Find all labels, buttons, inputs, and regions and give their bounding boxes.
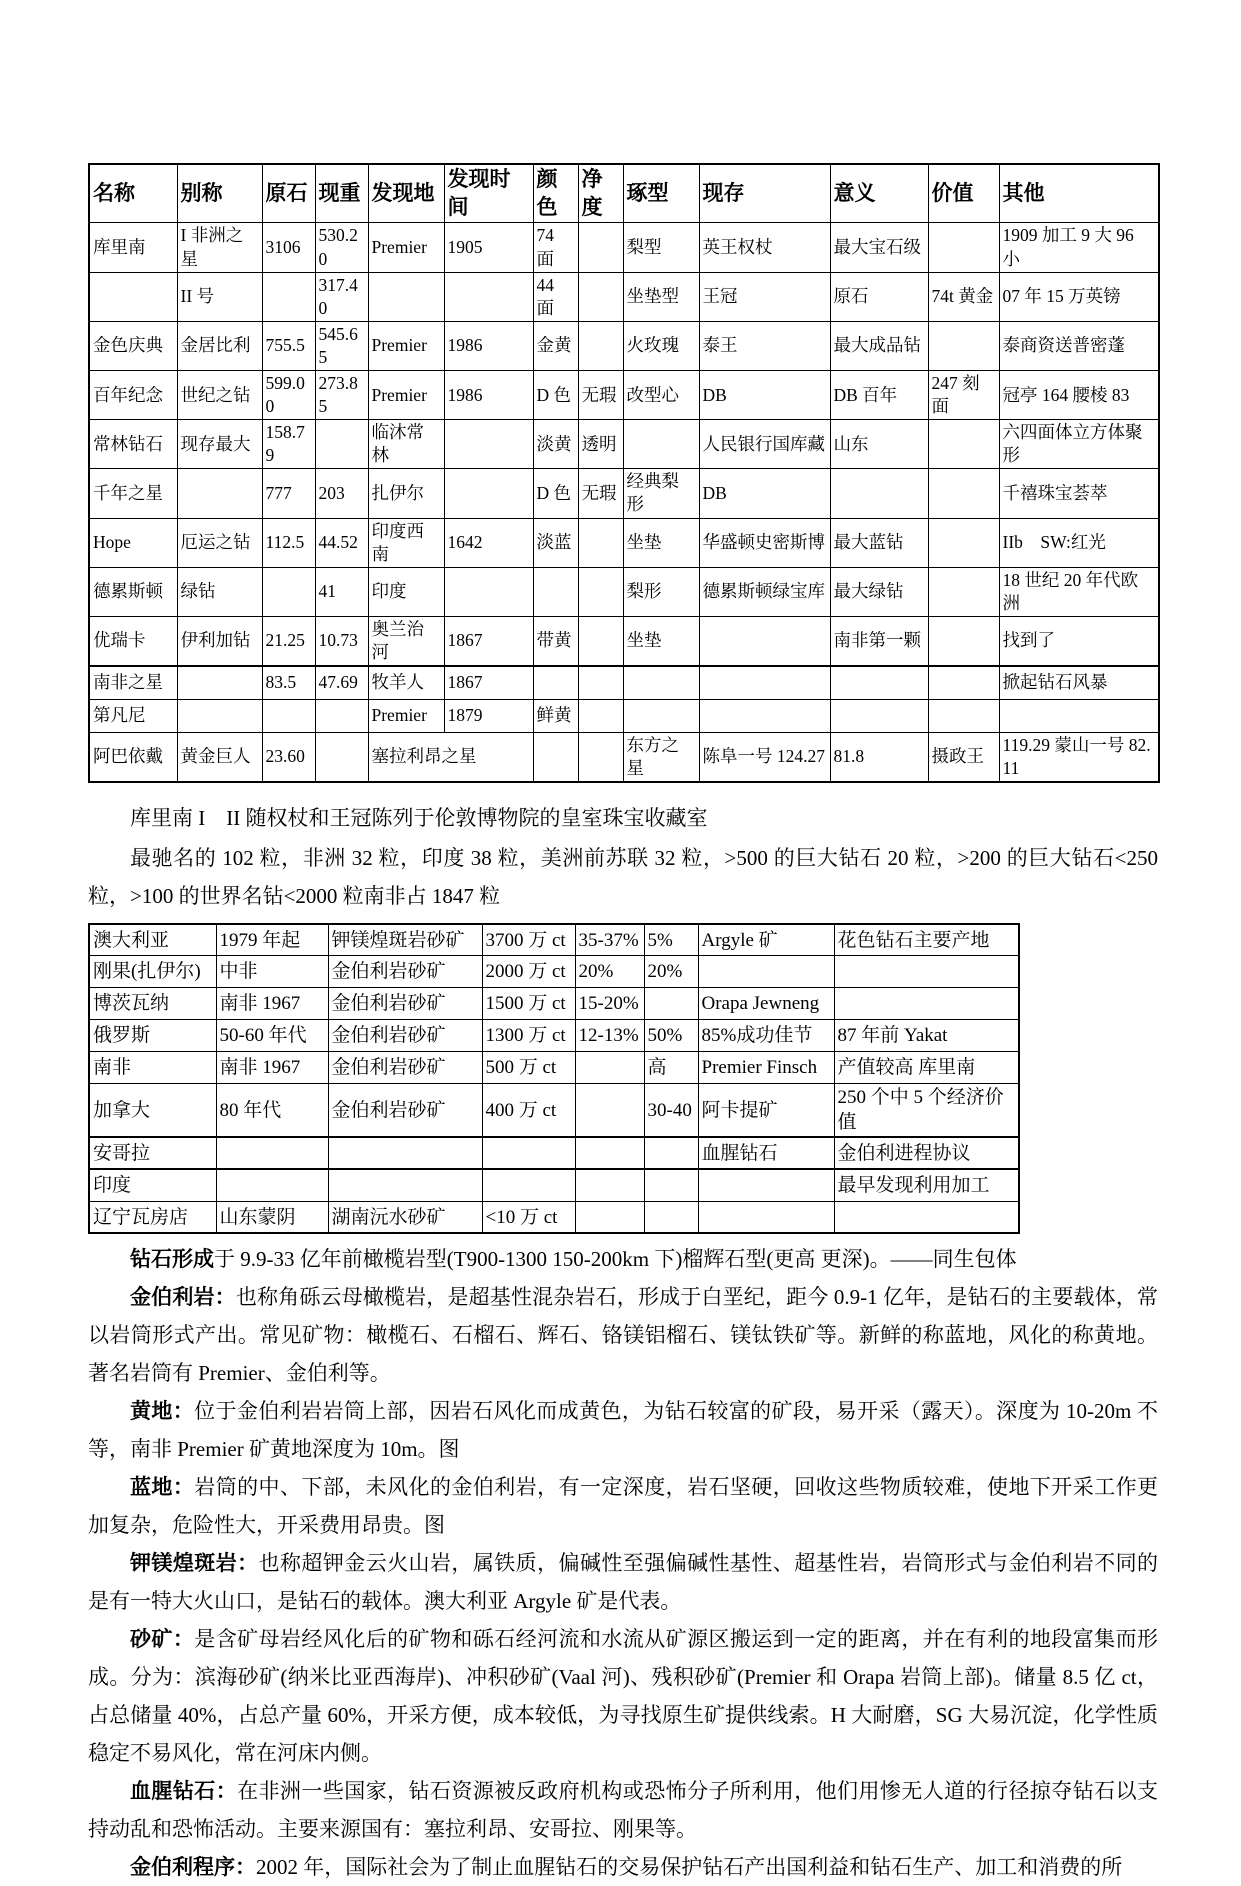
table-cell xyxy=(328,1137,482,1169)
table-cell: 1879 xyxy=(444,699,533,732)
table-cell: 找到了 xyxy=(999,616,1159,666)
table-cell: 最早发现利用加工 xyxy=(834,1169,1019,1201)
table-cell: 250 个中 5 个经济价值 xyxy=(834,1084,1019,1138)
table-header-row xyxy=(89,164,1159,223)
table-cell xyxy=(578,732,623,782)
table-cell: 产值较高 库里南 xyxy=(834,1052,1019,1084)
table-cell: 坐垫型 xyxy=(623,272,699,321)
table-cell: 317.40 xyxy=(315,272,368,321)
table-cell xyxy=(444,567,533,616)
table-cell: 21.25 xyxy=(262,616,315,666)
table-cell: 500 万 ct xyxy=(482,1052,575,1084)
table-cell: 世纪之钻 xyxy=(177,371,262,420)
table-cell: 加拿大 xyxy=(89,1084,216,1138)
column-header: 其他 xyxy=(999,164,1159,223)
table-cell xyxy=(928,616,999,666)
table-cell: 东方之星 xyxy=(623,732,699,782)
table-cell: 247 刻面 xyxy=(928,371,999,420)
table-cell: DB xyxy=(699,469,830,518)
table-cell: 淡黄 xyxy=(533,420,578,469)
table-cell xyxy=(444,272,533,321)
definition-paragraph xyxy=(88,1848,1158,1886)
table-cell xyxy=(644,988,698,1020)
table-cell: 50% xyxy=(644,1020,698,1052)
table-cell: 50-60 年代 xyxy=(216,1020,328,1052)
table-cell xyxy=(575,1084,644,1138)
term-definition: 是含矿母岩经风化后的矿物和砾石经河流和水流从矿源区搬运到一定的距离，并在有利的地段富集而形成。分为：滨海砂矿(纳米比亚西海岸)、冲积砂矿(Vaal 河)、残积砂矿(Premier 和 Orapa 岩筒上部)。储量 8.5 亿 ct，占总储量 40%，占总产量 60%，开采方便，成本较低，为寻找原生矿提供线索。H 大耐磨，SG 大易沉淀，化学性质稳定不易风化，常在河床内侧。 xyxy=(88,1627,1159,1766)
table-cell: 18 世纪 20 年代欧洲 xyxy=(999,567,1159,616)
term-definition: 于 9.9-33 亿年前橄榄岩型(T900-1300 150-200km 下)榴辉石型(更高 更深)。——同生包体 xyxy=(214,1247,1017,1272)
table-cell: Premier xyxy=(368,371,444,420)
table-cell: 最大蓝钻 xyxy=(830,518,928,567)
table-cell xyxy=(928,420,999,469)
table-cell xyxy=(578,518,623,567)
table-cell: 常林钻石 xyxy=(89,420,177,469)
table-cell xyxy=(830,699,928,732)
definition-paragraph xyxy=(88,1772,1158,1848)
table-cell: 203 xyxy=(315,469,368,518)
table-cell: 87 年前 Yakat xyxy=(834,1020,1019,1052)
term-label: 钾镁煌斑岩： xyxy=(130,1551,259,1576)
table-cell: DB xyxy=(699,371,830,420)
table-cell: 俄罗斯 xyxy=(89,1020,216,1052)
table-cell xyxy=(698,956,834,988)
table-cell: 755.5 xyxy=(262,321,315,370)
table-cell xyxy=(575,1201,644,1233)
table-cell: 35-37% xyxy=(575,924,644,956)
table-cell xyxy=(444,469,533,518)
table-cell: 坐垫 xyxy=(623,616,699,666)
table-cell: 改型心 xyxy=(623,371,699,420)
table-cell xyxy=(928,223,999,272)
famous-diamonds-table xyxy=(88,163,1160,783)
table-cell: 2000 万 ct xyxy=(482,956,575,988)
table-cell xyxy=(834,988,1019,1020)
table-cell: 临沐常林 xyxy=(368,420,444,469)
table-cell: 原石 xyxy=(830,272,928,321)
table-cell: 12-13% xyxy=(575,1020,644,1052)
table-cell: 摄政王 xyxy=(928,732,999,782)
table-cell: 273.85 xyxy=(315,371,368,420)
table-cell: 15-20% xyxy=(575,988,644,1020)
column-header: 发现时间 xyxy=(444,164,533,223)
table-cell xyxy=(928,321,999,370)
column-header: 现重 xyxy=(315,164,368,223)
table-cell: 陈阜一号 124.27 xyxy=(699,732,830,782)
table-cell: 刚果(扎伊尔) xyxy=(89,956,216,988)
table-cell: 47.69 xyxy=(315,666,368,699)
table-cell xyxy=(578,699,623,732)
table-cell xyxy=(578,223,623,272)
term-label: 金伯利程序： xyxy=(130,1855,256,1880)
table-row xyxy=(89,1201,1019,1233)
term-definition: 2002 年，国际社会为了制止血腥钻石的交易保护钻石产出国利益和钻石生产、加工和消费的所 xyxy=(256,1855,1123,1880)
table-cell xyxy=(177,469,262,518)
table-cell: 81.8 xyxy=(830,732,928,782)
table-cell: 金色庆典 xyxy=(89,321,177,370)
table-cell: 44 面 xyxy=(533,272,578,321)
table-cell: 400 万 ct xyxy=(482,1084,575,1138)
table-cell xyxy=(262,272,315,321)
table-cell xyxy=(575,1137,644,1169)
table-cell: 545.65 xyxy=(315,321,368,370)
table-cell: 南非 xyxy=(89,1052,216,1084)
table-cell: 冠亭 164 腰棱 83 xyxy=(999,371,1159,420)
table-cell: 人民银行国库藏 xyxy=(699,420,830,469)
table-cell: 158.79 xyxy=(262,420,315,469)
table-cell: 44.52 xyxy=(315,518,368,567)
table-cell: DB 百年 xyxy=(830,371,928,420)
table-cell: 六四面体立方体聚形 xyxy=(999,420,1159,469)
table-cell: Premier Finsch xyxy=(698,1052,834,1084)
table-cell: 07 年 15 万英镑 xyxy=(999,272,1159,321)
table-cell xyxy=(834,956,1019,988)
table-row xyxy=(89,518,1159,567)
table-cell: 119.29 蒙山一号 82.11 xyxy=(999,732,1159,782)
table-cell: Orapa Jewneng xyxy=(698,988,834,1020)
table-cell: 金居比利 xyxy=(177,321,262,370)
table-cell xyxy=(578,666,623,699)
column-header: 净度 xyxy=(578,164,623,223)
table-cell: 火玫瑰 xyxy=(623,321,699,370)
table-cell: 安哥拉 xyxy=(89,1137,216,1169)
table-cell: 透明 xyxy=(578,420,623,469)
table-cell: 黄金巨人 xyxy=(177,732,262,782)
table-cell: 20% xyxy=(644,956,698,988)
table-cell xyxy=(482,1169,575,1201)
table-cell xyxy=(699,666,830,699)
table-cell: II 号 xyxy=(177,272,262,321)
table-row xyxy=(89,469,1159,518)
table-row xyxy=(89,732,1159,782)
column-header: 发现地 xyxy=(368,164,444,223)
table-cell: 现存最大 xyxy=(177,420,262,469)
table-cell xyxy=(830,469,928,518)
table-cell: 牧羊人 xyxy=(368,666,444,699)
column-header: 琢型 xyxy=(623,164,699,223)
table-cell: 花色钻石主要产地 xyxy=(834,924,1019,956)
table-cell: Argyle 矿 xyxy=(698,924,834,956)
table-cell xyxy=(444,420,533,469)
production-table xyxy=(88,923,1020,1235)
table-cell xyxy=(216,1137,328,1169)
table-cell xyxy=(262,567,315,616)
definition-paragraph xyxy=(88,1544,1158,1620)
table-cell: 塞拉利昂之星 xyxy=(368,732,533,782)
table-cell: 坐垫 xyxy=(623,518,699,567)
table-cell: D 色 xyxy=(533,371,578,420)
table-cell: 530.20 xyxy=(315,223,368,272)
table-cell xyxy=(315,699,368,732)
table-cell xyxy=(834,1201,1019,1233)
table-cell: 金伯利岩砂矿 xyxy=(328,956,482,988)
table-row xyxy=(89,1169,1019,1201)
table-cell: 74 面 xyxy=(533,223,578,272)
table-cell: 德累斯顿绿宝库 xyxy=(699,567,830,616)
table-cell xyxy=(698,1201,834,1233)
table-cell xyxy=(623,666,699,699)
table-row xyxy=(89,666,1159,699)
note-line: 库里南 I II 随权杖和王冠陈列于伦敦博物院的皇室珠宝收藏室 xyxy=(130,805,708,830)
table-cell: 澳大利亚 xyxy=(89,924,216,956)
table-cell xyxy=(644,1201,698,1233)
column-header: 现存 xyxy=(699,164,830,223)
term-definition: 也称超钾金云火山岩，属铁质，偏碱性至强偏碱性基性、超基性岩，岩筒形式与金伯利岩不同的是有一特大火山口，是钻石的载体。澳大利亚 Argyle 矿是代表。 xyxy=(88,1551,1159,1614)
table-cell: 钾镁煌斑岩砂矿 xyxy=(328,924,482,956)
table-cell xyxy=(575,1052,644,1084)
table-cell: 辽宁瓦房店 xyxy=(89,1201,216,1233)
table-cell: 南非 1967 xyxy=(216,988,328,1020)
term-label: 钻石形成 xyxy=(130,1247,214,1272)
table-cell: 阿巴依戴 xyxy=(89,732,177,782)
table-cell: 最大宝石级 xyxy=(830,223,928,272)
table-cell: 80 年代 xyxy=(216,1084,328,1138)
table-cell xyxy=(216,1169,328,1201)
table-cell: <10 万 ct xyxy=(482,1201,575,1233)
table-cell: 淡蓝 xyxy=(533,518,578,567)
term-definition: 在非洲一些国家，钻石资源被反政府机构或恐怖分子所利用，他们用惨无人道的行径掠夺钻石以支持动乱和恐怖活动。主要来源国有：塞拉利昂、安哥拉、刚果等。 xyxy=(88,1779,1159,1842)
table-cell xyxy=(315,420,368,469)
table-cell xyxy=(578,567,623,616)
table-cell: 绿钻 xyxy=(177,567,262,616)
table-cell: 3106 xyxy=(262,223,315,272)
table-cell: 山东蒙阴 xyxy=(216,1201,328,1233)
table-cell xyxy=(177,666,262,699)
table-cell: 83.5 xyxy=(262,666,315,699)
column-header: 颜色 xyxy=(533,164,578,223)
table-cell: 1986 xyxy=(444,371,533,420)
table-cell: 带黄 xyxy=(533,616,578,666)
table-cell: 华盛顿史密斯博 xyxy=(699,518,830,567)
table-cell: 金伯利进程协议 xyxy=(834,1137,1019,1169)
table-cell: 南非 1967 xyxy=(216,1052,328,1084)
table-cell xyxy=(578,616,623,666)
term-definition: 也称角砾云母橄榄岩，是超基性混杂岩石，形成于白垩纪，距今 0.9-1 亿年，是钻石的主要载体，常以岩筒形式产出。常见矿物：橄榄石、石榴石、辉石、铬镁铝榴石、镁钛铁矿等。新鲜的称蓝地，风化的称黄地。著名岩筒有 Premier、金伯利等。 xyxy=(88,1285,1158,1386)
table-cell: 3700 万 ct xyxy=(482,924,575,956)
column-header: 别称 xyxy=(177,164,262,223)
definition-paragraph xyxy=(88,1278,1158,1392)
table-cell: 1500 万 ct xyxy=(482,988,575,1020)
table-cell: Premier xyxy=(368,699,444,732)
table-cell xyxy=(315,732,368,782)
table-cell xyxy=(578,321,623,370)
table-row xyxy=(89,371,1159,420)
table-cell: 梨型 xyxy=(623,223,699,272)
table-cell: 最大绿钻 xyxy=(830,567,928,616)
table-row xyxy=(89,699,1159,732)
table-row xyxy=(89,1084,1019,1138)
table-cell xyxy=(177,699,262,732)
table-cell: 德累斯顿 xyxy=(89,567,177,616)
table-row xyxy=(89,272,1159,321)
table-cell xyxy=(928,567,999,616)
table-cell: 经典梨形 xyxy=(623,469,699,518)
table-row xyxy=(89,616,1159,666)
table-cell: 厄运之钻 xyxy=(177,518,262,567)
table-cell: D 色 xyxy=(533,469,578,518)
table-cell: 印度 xyxy=(368,567,444,616)
table-cell: 最大成品钻 xyxy=(830,321,928,370)
table-cell: 599.00 xyxy=(262,371,315,420)
table-cell xyxy=(699,699,830,732)
table-cell: 1905 xyxy=(444,223,533,272)
table-cell: 英王权杖 xyxy=(699,223,830,272)
table-cell: Hope xyxy=(89,518,177,567)
definition-paragraph xyxy=(88,1392,1158,1468)
table-cell: 千禧珠宝荟萃 xyxy=(999,469,1159,518)
definitions-section xyxy=(88,1240,1158,1886)
table-cell: 高 xyxy=(644,1052,698,1084)
table-row xyxy=(89,956,1019,988)
table-cell: 千年之星 xyxy=(89,469,177,518)
table-cell: 南非之星 xyxy=(89,666,177,699)
table-cell xyxy=(928,518,999,567)
column-header: 名称 xyxy=(89,164,177,223)
table-row xyxy=(89,1052,1019,1084)
table-cell: 奥兰治河 xyxy=(368,616,444,666)
table-cell: 博茨瓦纳 xyxy=(89,988,216,1020)
table-cell xyxy=(578,272,623,321)
table-cell: 无瑕 xyxy=(578,469,623,518)
table-cell: 印度 xyxy=(89,1169,216,1201)
table-cell: 梨形 xyxy=(623,567,699,616)
table-cell: 74t 黄金 xyxy=(928,272,999,321)
table-cell xyxy=(928,666,999,699)
table-cell xyxy=(482,1137,575,1169)
table-cell: 20% xyxy=(575,956,644,988)
table-cell xyxy=(533,567,578,616)
table-cell xyxy=(644,1137,698,1169)
definition-paragraph xyxy=(88,1468,1158,1544)
table-row xyxy=(89,924,1019,956)
table-cell: 10.73 xyxy=(315,616,368,666)
table-cell: 30-40 xyxy=(644,1084,698,1138)
column-header: 价值 xyxy=(928,164,999,223)
table-cell: 伊利加钻 xyxy=(177,616,262,666)
definition-paragraph xyxy=(88,1620,1158,1772)
notes-section xyxy=(88,799,1158,915)
table-cell: 1979 年起 xyxy=(216,924,328,956)
table-cell: Premier xyxy=(368,223,444,272)
column-header: 意义 xyxy=(830,164,928,223)
term-label: 黄地： xyxy=(130,1399,195,1424)
table-cell xyxy=(698,1169,834,1201)
table-cell: 库里南 xyxy=(89,223,177,272)
table-cell: 1909 加工 9 大 96 小 xyxy=(999,223,1159,272)
table-row xyxy=(89,567,1159,616)
table-cell: 扎伊尔 xyxy=(368,469,444,518)
table-row xyxy=(89,321,1159,370)
table-cell xyxy=(830,666,928,699)
table-cell xyxy=(575,1169,644,1201)
table-cell xyxy=(328,1169,482,1201)
table-cell: 1300 万 ct xyxy=(482,1020,575,1052)
table-row xyxy=(89,1137,1019,1169)
table-cell: 优瑞卡 xyxy=(89,616,177,666)
note-line: 最驰名的 102 粒，非洲 32 粒，印度 38 粒，美洲前苏联 32 粒，>500 的巨大钻石 20 粒，>200 的巨大钻石<250 粒，>100 的世界名钻<2000 粒南非占 1847 粒 xyxy=(88,845,1158,908)
table-cell: 5% xyxy=(644,924,698,956)
table-cell: 南非第一颗 xyxy=(830,616,928,666)
table-cell: 中非 xyxy=(216,956,328,988)
term-label: 血腥钻石： xyxy=(130,1779,238,1804)
term-label: 金伯利岩： xyxy=(130,1285,236,1310)
table-row xyxy=(89,223,1159,272)
table-cell xyxy=(623,420,699,469)
table-cell xyxy=(533,666,578,699)
table-cell: 85%成功佳节 xyxy=(698,1020,834,1052)
table-row xyxy=(89,988,1019,1020)
table-cell: 印度西南 xyxy=(368,518,444,567)
table-cell: 金伯利岩砂矿 xyxy=(328,1020,482,1052)
table-cell: Premier xyxy=(368,321,444,370)
definition-paragraph xyxy=(88,1240,1158,1278)
term-label: 砂矿： xyxy=(130,1627,195,1652)
table-cell: 23.60 xyxy=(262,732,315,782)
table-cell xyxy=(368,272,444,321)
table-cell: 血腥钻石 xyxy=(698,1137,834,1169)
table-cell xyxy=(999,699,1159,732)
table-cell: 鲜黄 xyxy=(533,699,578,732)
table-cell xyxy=(928,469,999,518)
table-cell: 金黄 xyxy=(533,321,578,370)
table-cell: 第凡尼 xyxy=(89,699,177,732)
table-cell: I 非洲之星 xyxy=(177,223,262,272)
table-cell xyxy=(623,699,699,732)
table-cell: 1867 xyxy=(444,666,533,699)
table-cell: 阿卡提矿 xyxy=(698,1084,834,1138)
table-cell xyxy=(533,732,578,782)
table-row xyxy=(89,1020,1019,1052)
table-cell: 1642 xyxy=(444,518,533,567)
table-cell: 无瑕 xyxy=(578,371,623,420)
table-cell: 金伯利岩砂矿 xyxy=(328,1084,482,1138)
table-cell xyxy=(644,1169,698,1201)
table-cell: 泰王 xyxy=(699,321,830,370)
table-cell xyxy=(262,699,315,732)
table-cell xyxy=(89,272,177,321)
table-row xyxy=(89,420,1159,469)
table-cell: 1986 xyxy=(444,321,533,370)
table-cell: 41 xyxy=(315,567,368,616)
table-cell: 掀起钻石风暴 xyxy=(999,666,1159,699)
table-cell: 山东 xyxy=(830,420,928,469)
table-cell xyxy=(699,616,830,666)
table-cell: 王冠 xyxy=(699,272,830,321)
term-label: 蓝地： xyxy=(130,1475,195,1500)
table-cell: 金伯利岩砂矿 xyxy=(328,988,482,1020)
table-cell xyxy=(928,699,999,732)
table-cell: 泰商资送普密蓬 xyxy=(999,321,1159,370)
table-cell: 金伯利岩砂矿 xyxy=(328,1052,482,1084)
column-header: 原石 xyxy=(262,164,315,223)
term-definition: 位于金伯利岩岩筒上部，因岩石风化而成黄色，为钻石较富的矿段，易开采（露天）。深度为 10-20m 不等，南非 Premier 矿黄地深度为 10m。图 xyxy=(88,1399,1158,1462)
table-cell: 湖南沅水砂矿 xyxy=(328,1201,482,1233)
table-cell: 百年纪念 xyxy=(89,371,177,420)
term-definition: 岩筒的中、下部，未风化的金伯利岩，有一定深度，岩石坚硬，回收这些物质较难，使地下开采工作更加复杂，危险性大，开采费用昂贵。图 xyxy=(88,1475,1159,1538)
table-cell: 1867 xyxy=(444,616,533,666)
table-cell: IIb SW:红光 xyxy=(999,518,1159,567)
table-cell: 112.5 xyxy=(262,518,315,567)
table-cell: 777 xyxy=(262,469,315,518)
